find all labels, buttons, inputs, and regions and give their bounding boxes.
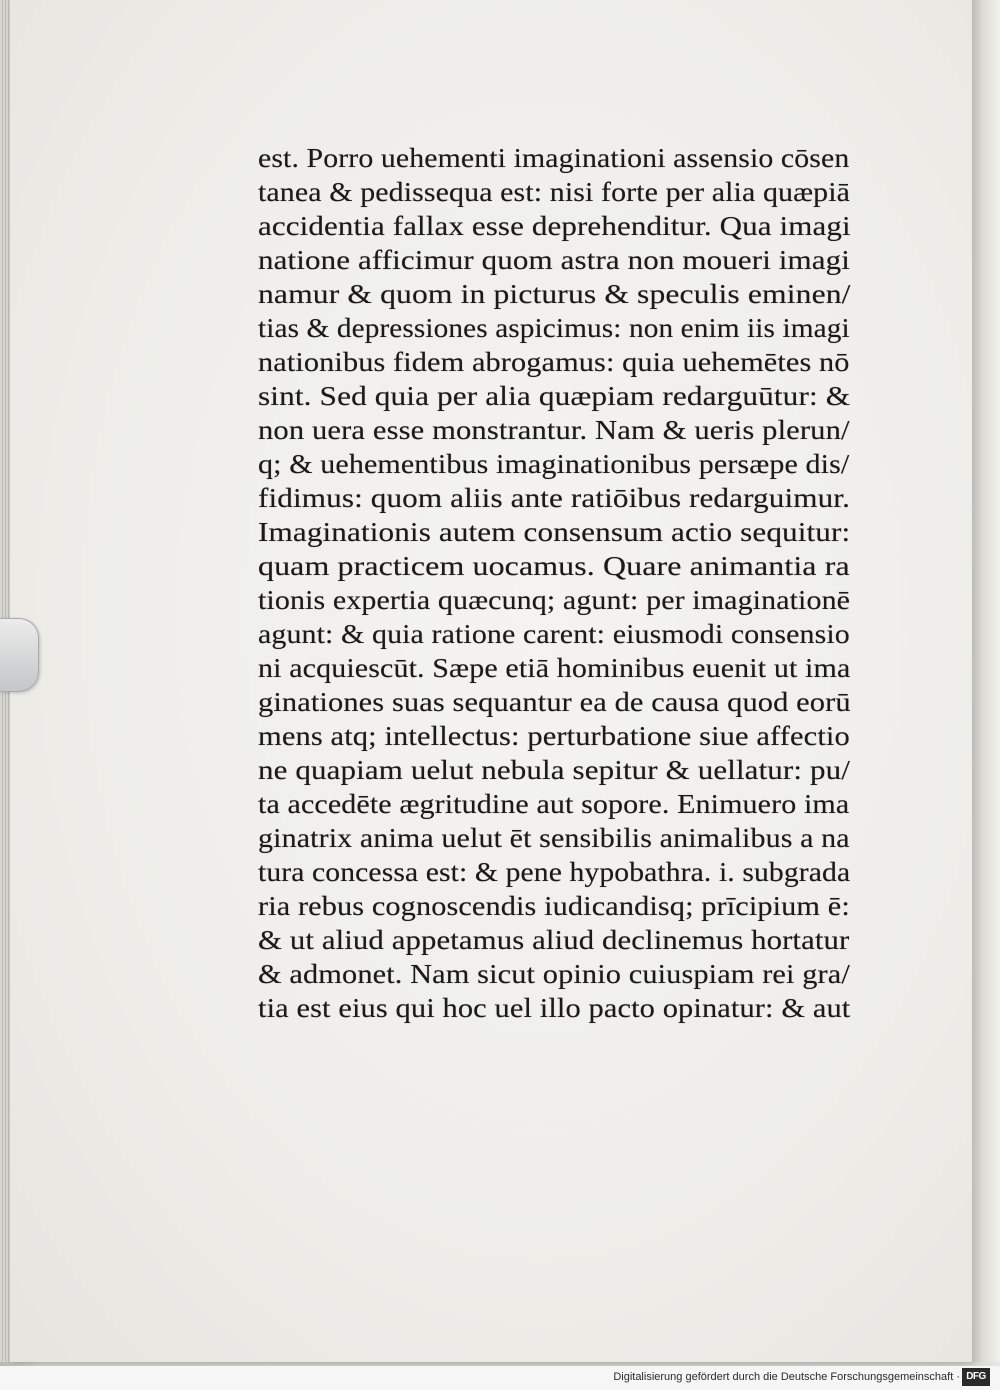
text-line: & ut aliud appetamus aliud declinemus hortatur bbox=[258, 924, 850, 955]
text-line: ne quapiam uelut nebula sepitur & uellatur: pu/ bbox=[258, 754, 850, 785]
text-line: Imaginationis autem consensum actio sequitur: bbox=[258, 516, 851, 547]
text-line: tanea & pedissequa est: nisi forte per alia quæpiā bbox=[258, 176, 851, 207]
text-line: ni acquiescūt. Sæpe etiā hominibus euenit ut ima bbox=[258, 652, 851, 683]
text-line: tionis expertia quæcunq; agunt: per imaginationē bbox=[258, 584, 851, 615]
text-line: mens atq; intellectus: perturbatione siue affectio bbox=[258, 720, 850, 751]
text-line: ria rebus cognoscendis iudicandisq; prīcipium ē: bbox=[258, 890, 850, 921]
book-clip bbox=[0, 618, 39, 692]
page-edge-shadow bbox=[972, 0, 1000, 1362]
text-line: tura concessa est: & pene hypobathra. i. subgrada bbox=[258, 856, 851, 887]
text-line: sint. Sed quia per alia quæpiam redarguūtur: & bbox=[258, 380, 851, 411]
text-line: q; & uehementibus imaginationibus persæpe dis/ bbox=[258, 448, 850, 479]
text-line: namur & quom in picturus & speculis eminen/ bbox=[258, 278, 851, 309]
footer-credit: Digitalisierung gefördert durch die Deutsche Forschungsgemeinschaft · bbox=[613, 1371, 960, 1383]
text-line: accidentia fallax esse deprehenditur. Qua imagi bbox=[258, 210, 851, 241]
text-line: tia est eius qui hoc uel illo pacto opinatur: & aut bbox=[258, 992, 851, 1023]
text-line: natione afficimur quom astra non moueri imagi bbox=[258, 244, 851, 275]
text-line: quam practicem uocamus. Quare animantia ra bbox=[258, 550, 850, 581]
text-line: ta accedēte ægritudine aut sopore. Enimuero ima bbox=[258, 788, 850, 819]
text-line: & admonet. Nam sicut opinio cuiuspiam rei gra/ bbox=[258, 958, 850, 989]
text-line: ginationes suas sequantur ea de causa quod eorū bbox=[258, 686, 851, 717]
text-line: est. Porro uehementi imaginationi assensio cōsen bbox=[258, 142, 850, 173]
text-line: non uera esse monstrantur. Nam & ueris plerun/ bbox=[258, 414, 850, 445]
dfg-logo: DFG bbox=[962, 1368, 990, 1386]
text-line: ginatrix anima uelut ēt sensibilis animalibus a na bbox=[258, 822, 850, 853]
text-line: fidimus: quom aliis ante ratiōibus redarguimur. bbox=[258, 482, 850, 513]
text-line: nationibus fidem abrogamus: quia uehemētes nō bbox=[258, 346, 850, 377]
text-line: tias & depressiones aspicimus: non enim iis imagi bbox=[258, 312, 850, 343]
text-line: agunt: & quia ratione carent: eiusmodi consensio bbox=[258, 618, 850, 649]
